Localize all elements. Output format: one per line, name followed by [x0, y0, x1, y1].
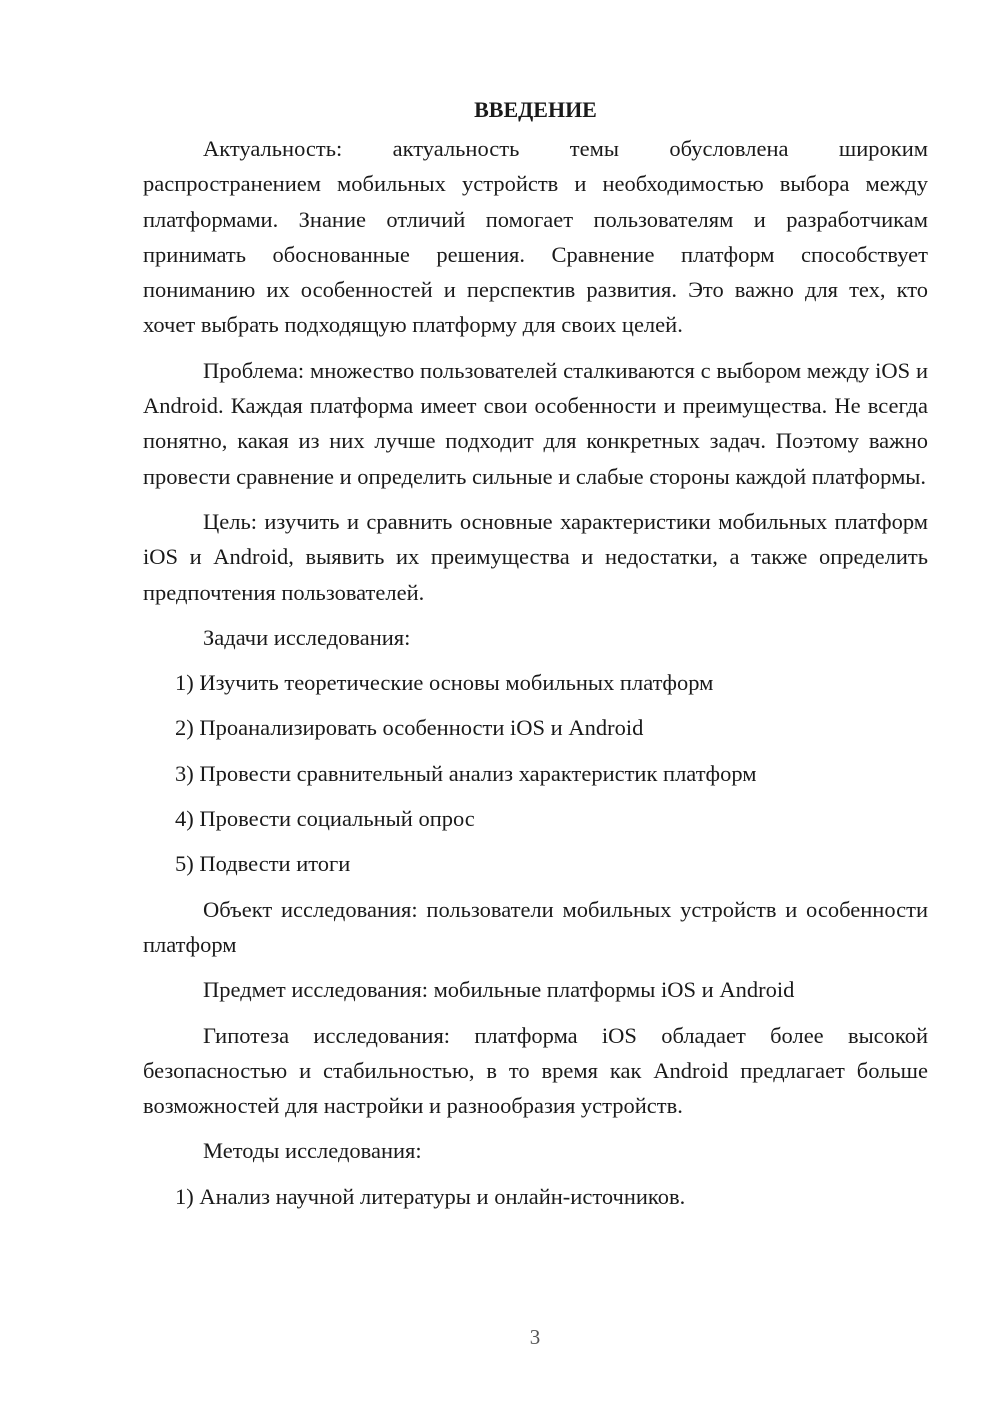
- list-item: 1) Анализ научной литературы и онлайн-источников.: [175, 1183, 686, 1209]
- document-page: [143, 92, 928, 1224]
- tasks-heading: Задачи исследования:: [203, 624, 411, 650]
- list-item: 2) Проанализировать особенности iOS и Android: [175, 715, 644, 741]
- problem-paragraph: Проблема: множество пользователей сталкиваются с выбором между iOS и Android. Каждая платформа имеет свои особенности и преимущества. Не всегда понятно, какая из них лучше подходит для конкретных задач. Поэтому важно провести сравнение и определить сильные и слабые стороны каждой платформы.: [143, 357, 928, 489]
- methods-heading: Методы исследования:: [203, 1138, 422, 1164]
- tasks-list: [143, 665, 928, 881]
- list-item: 1) Изучить теоретические основы мобильных платформ: [175, 670, 714, 696]
- section-title: ВВЕДЕНИЕ: [474, 97, 597, 122]
- subject-paragraph: Предмет исследования: мобильные платформы iOS и Android: [203, 977, 795, 1003]
- relevance-paragraph: Актуальность: актуальность темы обусловлена широким распространением мобильных устройств и необходимостью выбора между платформами. Знание отличий помогает пользователям и разработчикам принимать обоснованные решения. Сравнение платформ способствует пониманию их особенностей и перспектив развития. Это важно для тех, кто хочет выбрать подходящую платформу для своих целей.: [143, 136, 928, 338]
- methods-list: [143, 1179, 928, 1214]
- hypothesis-paragraph: Гипотеза исследования: платформа iOS обладает более высокой безопасностью и стабильностью, в то время как Android предлагает больше возможностей для настройки и разнообразия устройств.: [143, 1022, 928, 1119]
- object-paragraph: Объект исследования: пользователи мобильных устройств и особенности платформ: [143, 896, 928, 957]
- list-item: 4) Провести социальный опрос: [175, 806, 475, 832]
- goal-paragraph: Цель: изучить и сравнить основные характеристики мобильных платформ iOS и Android, выявить их преимущества и недостатки, а также определить предпочтения пользователей.: [143, 508, 928, 605]
- list-item: 3) Провести сравнительный анализ характеристик платформ: [175, 760, 757, 786]
- page-number: 3: [529, 1325, 541, 1349]
- list-item: 5) Подвести итоги: [175, 851, 351, 877]
